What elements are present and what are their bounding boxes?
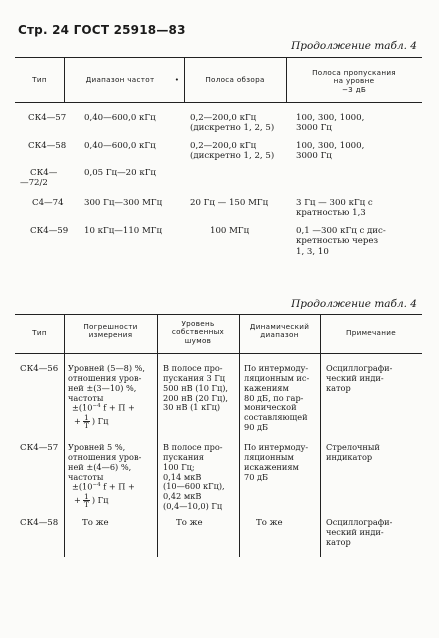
table1-row3-type: СК4— —72/2	[20, 168, 58, 189]
table2-header-noise: Уровень собственных шумов	[171, 319, 225, 345]
table2-row2-noise: В полосе про- пускания 100 Гц; 0,14 мкВ (10—600 кГц), 0,42 мкВ (0,4—10,0) Гц	[163, 442, 225, 512]
table2-row2-error: Уровней 5 %, отношения уров- ней ±(4—6) %, частоты $\pm(10^{-4}$ f + П + + $\frac{1}{T}$ ) Гц	[68, 442, 142, 510]
table1-row1-freq: 0,40—600,0 кГц	[84, 113, 156, 123]
table1-header-bandwidth: Полоса пропускания на уровне −3 дБ	[312, 68, 396, 94]
table2-continuation-label: Продолжение табл. 4	[291, 298, 417, 310]
table2-col-divider	[64, 314, 65, 557]
table1-row4-bandwidth: 3 Гц — 300 кГц с кратностью 1,3	[296, 198, 373, 219]
table2-row3-error: То же	[82, 518, 109, 528]
table1-header-freq-range: Диапазон частот	[85, 75, 155, 84]
table1-row5-span: 100 МГц	[210, 226, 250, 236]
table2-col-divider	[157, 314, 158, 557]
table2-header-rule	[15, 353, 422, 354]
table2-row1-type: СК4—56	[20, 364, 59, 374]
table2-row2-type: СК4—57	[20, 443, 59, 453]
table1-header-type: Тип	[32, 75, 47, 84]
table2-row3-noise: То же	[176, 518, 203, 528]
table1-row4-type: С4—74	[32, 198, 64, 208]
table2-header-error: Погрешности измерения	[83, 322, 138, 340]
table1-row5-bandwidth: 0,1 —300 кГц с дис- кретностью через 1, 3, 10	[296, 226, 386, 257]
table2-col-divider	[320, 314, 321, 557]
table1-row2-bandwidth: 100, 300, 1000, 3000 Гц	[296, 141, 365, 162]
table2-top-rule	[15, 314, 422, 315]
table1-row2-freq: 0,40—600,0 кГц	[84, 141, 156, 151]
table1-top-rule	[15, 57, 422, 58]
table1-row1-type: СК4—57	[28, 113, 67, 123]
table1-header-marker: •	[174, 75, 180, 84]
table2-row2-note: Стрелочный индикатор	[326, 442, 380, 462]
table1-row5-type: СК4—59	[30, 226, 69, 236]
table1-header-span: Полоса обзора	[205, 75, 265, 84]
table2-row3-note: Осциллографи- ческий инди- катор	[326, 517, 393, 547]
table1-row2-span: 0,2—200,0 кГц (дискретно 1, 2, 5)	[190, 141, 275, 162]
page-header: Стр. 24 ГОСТ 25918—83	[18, 23, 186, 37]
table2-row1-dynamic-range: По интермоду- ляционным ис- кажениям 80 дБ, по гар- монической составляющей 90 дБ	[244, 363, 310, 433]
table1-row4-freq: 300 Гц—300 МГц	[84, 198, 163, 208]
table1-row1-bandwidth: 100, 300, 1000, 3000 Гц	[296, 113, 365, 134]
table1-row2-type: СК4—58	[28, 141, 67, 151]
table2-header-note: Примечание	[346, 328, 396, 337]
table1-row5-freq: 10 кГц—110 МГц	[84, 226, 162, 236]
table2-col-divider	[239, 314, 240, 557]
table2-row1-noise: В полосе про- пускания 3 Гц 500 нВ (10 Гц), 200 нВ (20 Гц), 30 нВ (1 кГц)	[163, 363, 229, 413]
table1-row4-span: 20 Гц — 150 МГц	[190, 198, 269, 208]
table2-row3-type: СК4—58	[20, 518, 59, 528]
table2-header-type: Тип	[32, 328, 47, 337]
table1-continuation-label: Продолжение табл. 4	[291, 40, 417, 52]
table1-row1-span: 0,2—200,0 кГц (дискретно 1, 2, 5)	[190, 113, 275, 134]
table2-row1-note: Осциллографи- ческий инди- катор	[326, 363, 393, 393]
table1-header-rule	[15, 102, 422, 103]
table2-row2-dynamic-range: По интермоду- ляционным искажениям 70 дБ	[244, 442, 309, 482]
table2-row1-error: Уровней (5—8) %, отношения уров- ней ±(3—10) %, частоты $\pm(10^{-4}$ f + П + + $\frac{1}{T}$ ) Гц	[68, 363, 146, 431]
table1-row3-freq: 0,05 Гц—20 кГц	[84, 168, 156, 178]
table2-header-dynamic-range: Динамический диапазон	[249, 322, 310, 340]
table2-row3-dynamic-range: То же	[256, 518, 283, 528]
